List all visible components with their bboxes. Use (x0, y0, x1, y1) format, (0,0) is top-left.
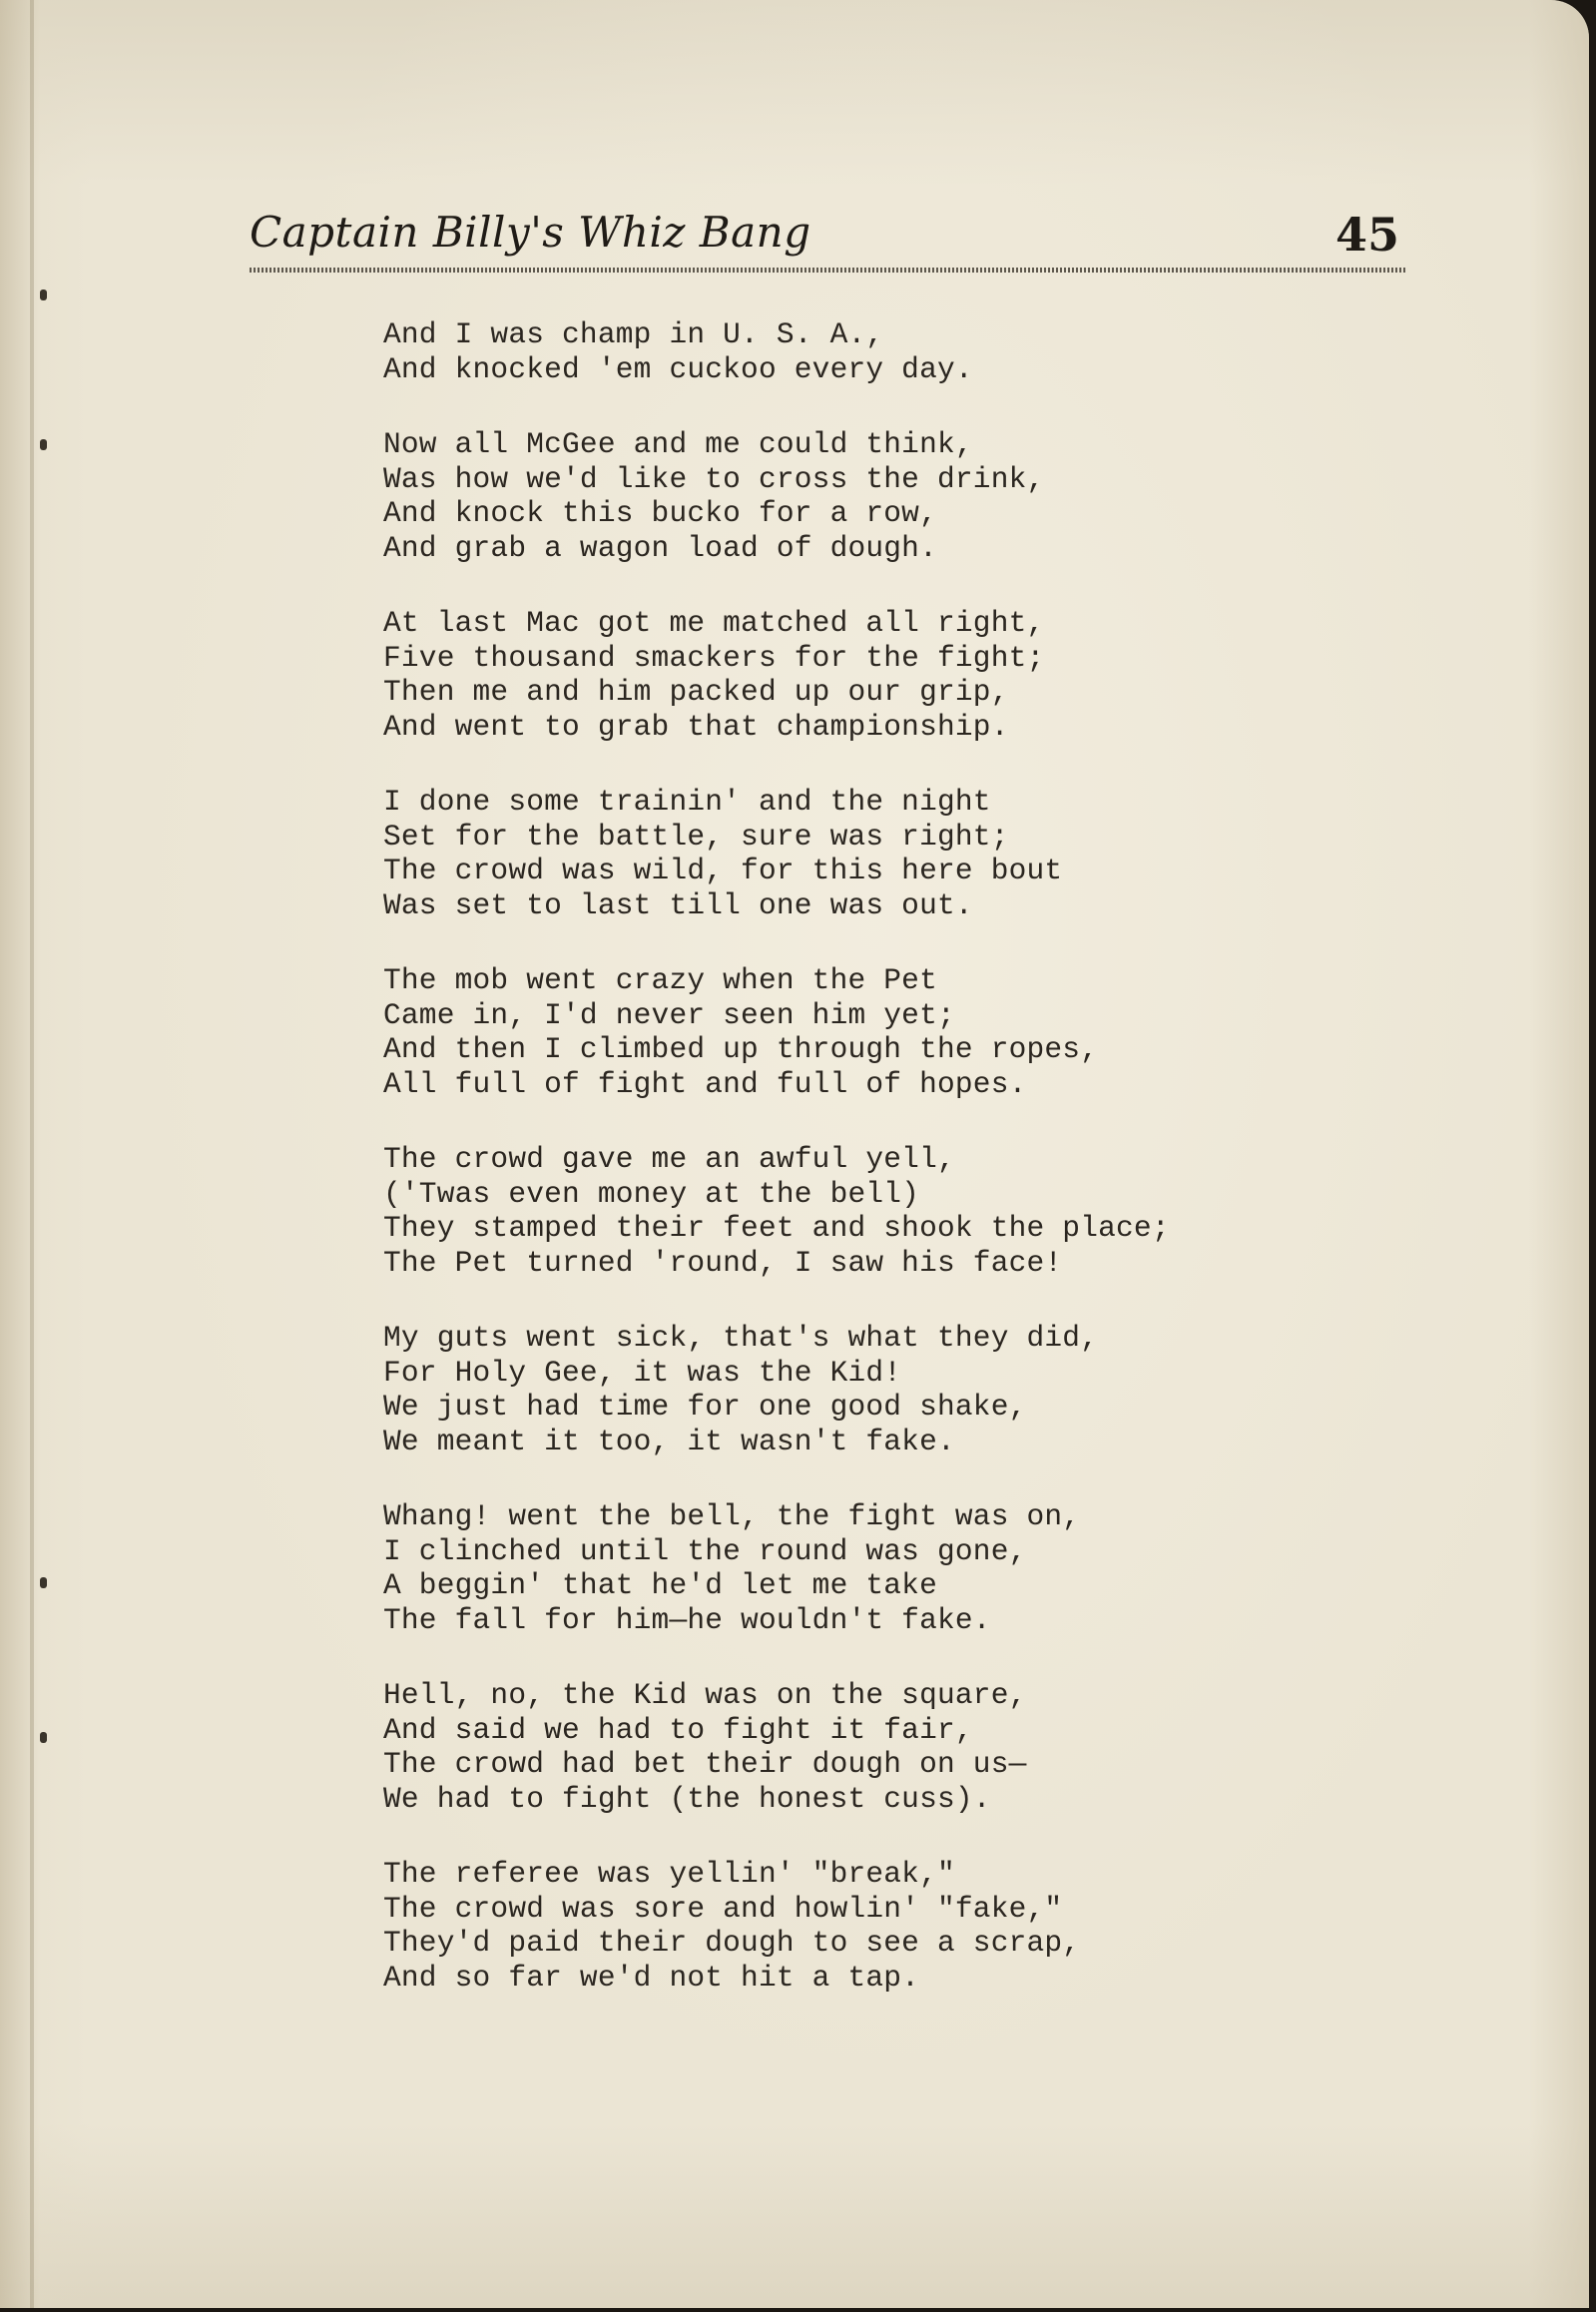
stanza (383, 1678, 1282, 1816)
poem-line: We had to fight (the honest cuss). (383, 1781, 991, 1816)
poem-line: The crowd gave me an awful yell, (383, 1142, 955, 1176)
poem-line: I clinched until the round was gone, (383, 1533, 1027, 1568)
poem-line: The crowd had bet their dough on us— (383, 1747, 1027, 1781)
stanza (383, 785, 1282, 922)
poem-line: Five thousand smackers for the fight; (383, 640, 1045, 675)
poem-line: I done some trainin' and the night (383, 785, 991, 819)
poem-body (383, 317, 1282, 2035)
running-header (250, 208, 1407, 278)
poem-line: They'd paid their dough to see a scrap, (383, 1926, 1081, 1960)
poem-line: The Pet turned 'round, I saw his face! (383, 1245, 1063, 1280)
binding-staple-mark (40, 439, 47, 450)
poem-line: We meant it too, it wasn't fake. (383, 1424, 955, 1458)
poem-line: Set for the battle, sure was right; (383, 819, 1009, 854)
poem-line: A beggin' that he'd let me take (383, 1568, 937, 1602)
poem-line: The crowd was wild, for this here bout (383, 854, 1063, 887)
poem-line: Came in, I'd never seen him yet; (383, 997, 955, 1032)
poem-line: And grab a wagon load of dough. (383, 530, 937, 565)
stanza (383, 317, 1282, 386)
stanza (383, 427, 1282, 565)
poem-line: My guts went sick, that's what they did, (383, 1321, 1099, 1355)
running-title: Captain Billy's Whiz Bang (250, 208, 811, 257)
poem-line: Hell, no, the Kid was on the square, (383, 1678, 1027, 1712)
poem-line: Then me and him packed up our grip, (383, 675, 1009, 709)
poem-line: The mob went crazy when the Pet (383, 963, 937, 997)
poem-line: And so far we'd not hit a tap. (383, 1960, 920, 1995)
page-fold (30, 0, 34, 2308)
poem-line: And I was champ in U. S. A., (383, 317, 884, 351)
stanza (383, 963, 1282, 1101)
page-number: 45 (1334, 208, 1399, 262)
binding-staple-mark (40, 1732, 47, 1743)
stanza (383, 1857, 1282, 1995)
poem-line: All full of fight and full of hopes. (383, 1066, 1027, 1101)
stanza (383, 1499, 1282, 1637)
header-rule (250, 268, 1407, 273)
poem-line: We just had time for one good shake, (383, 1390, 1027, 1424)
poem-line: Was set to last till one was out. (383, 887, 973, 922)
stanza (383, 1142, 1282, 1280)
poem-line: Whang! went the bell, the fight was on, (383, 1499, 1081, 1533)
poem-line: And went to grab that championship. (383, 709, 1009, 744)
stanza (383, 606, 1282, 744)
poem-line: And then I climbed up through the ropes, (383, 1032, 1099, 1066)
poem-line: And knock this bucko for a row, (383, 496, 937, 530)
poem-line: And said we had to fight it fair, (383, 1712, 973, 1747)
poem-line: The fall for him—he wouldn't fake. (383, 1602, 991, 1637)
stanza (383, 1321, 1282, 1458)
poem-line: Now all McGee and me could think, (383, 427, 973, 461)
poem-line: At last Mac got me matched all right, (383, 606, 1045, 640)
poem-line: The crowd was sore and howlin' "fake," (383, 1891, 1063, 1926)
poem-line: The referee was yellin' "break," (383, 1857, 955, 1891)
poem-line: They stamped their feet and shook the place; (383, 1211, 1170, 1245)
page-edge-shadow (1529, 0, 1589, 2308)
poem-line: Was how we'd like to cross the drink, (383, 461, 1045, 496)
binding-staple-mark (40, 289, 47, 300)
poem-line: For Holy Gee, it was the Kid! (383, 1355, 902, 1390)
poem-line: ('Twas even money at the bell) (383, 1176, 920, 1211)
poem-line: And knocked 'em cuckoo every day. (383, 351, 973, 386)
binding-staple-mark (40, 1577, 47, 1588)
